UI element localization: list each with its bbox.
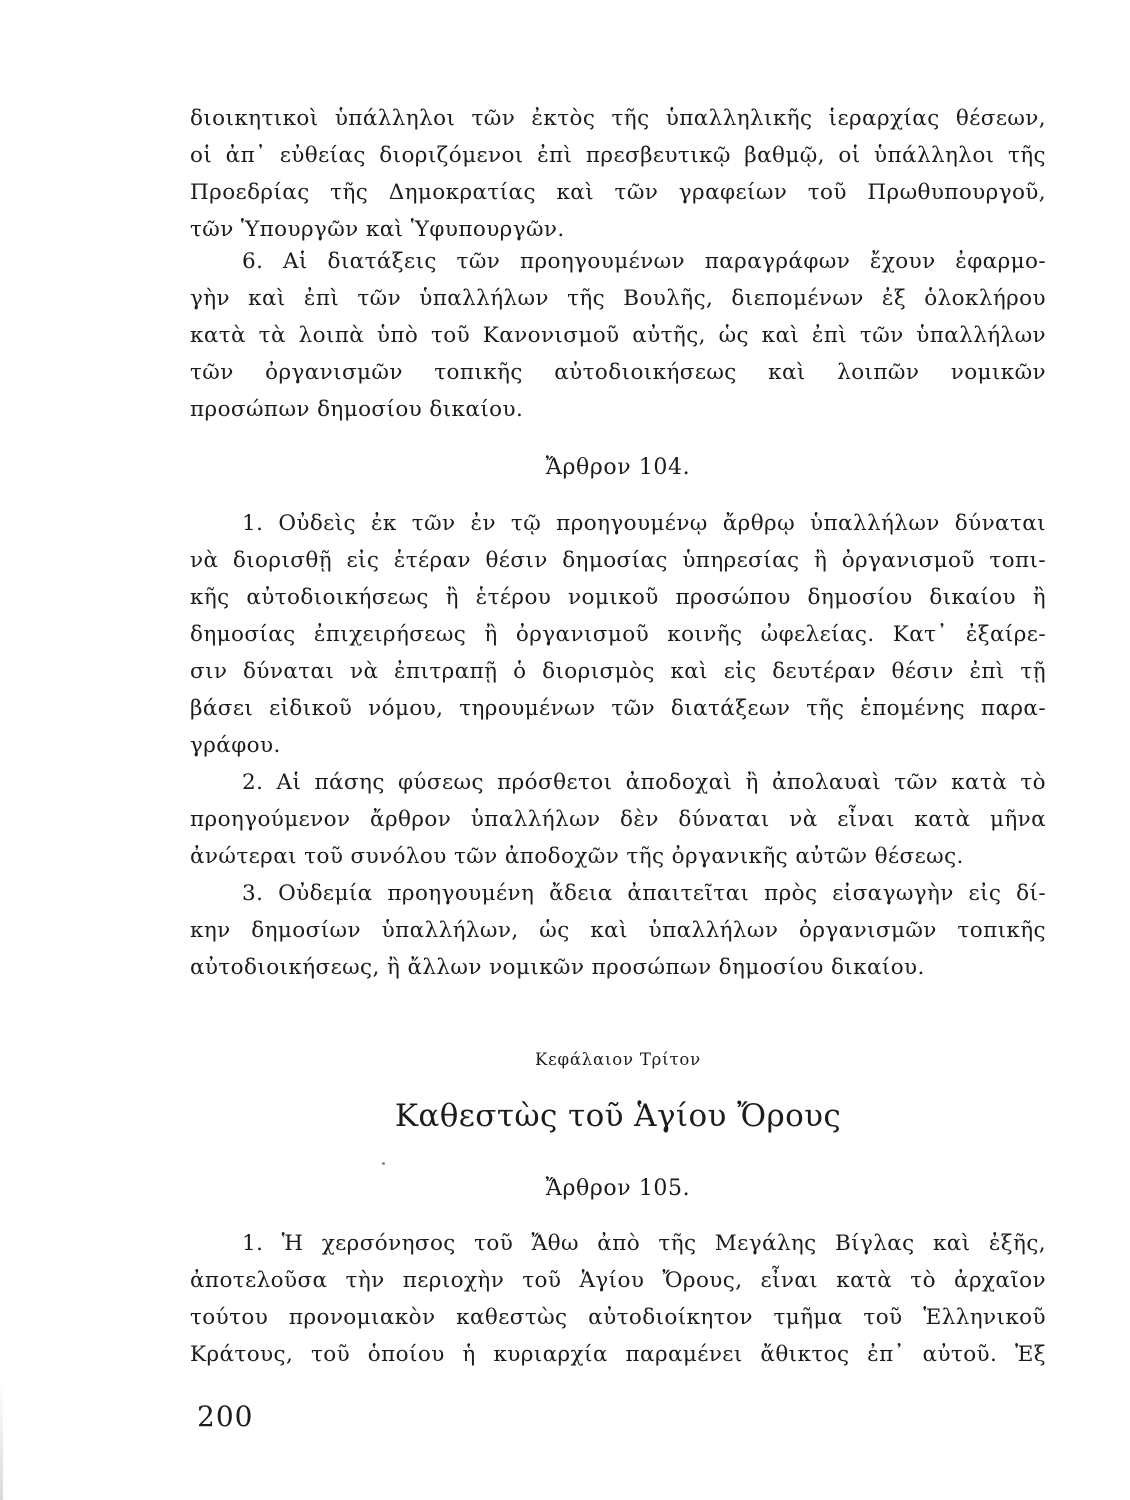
text-line: αὐτοδιοικήσεως, ἢ ἄλλων νομικῶν προσώπων δημοσίου δικαίου. — [190, 955, 925, 980]
text-line: κατὰ τὰ λοιπὰ ὑπὸ τοῦ Κανονισμοῦ αὐτῆς, ὡς καὶ ἐπὶ τῶν ὑπαλλήλων — [190, 323, 1046, 348]
text-line: δημοσίας ἐπιχειρήσεως ἢ ὀργανισμοῦ κοινῆς ὠφελείας. Κατ᾿ ἐξαίρε- — [190, 622, 1046, 647]
article-heading-text: Ἄρθρον 104. — [545, 455, 691, 480]
article-104-paragraph-1 — [190, 505, 1046, 764]
text-line: ἀνώτεραι τοῦ συνόλου τῶν ἀποδοχῶν τῆς ὀργανικῆς αὐτῶν θέσεως. — [190, 844, 964, 869]
text-line: 6. Αἱ διατάξεις τῶν προηγουμένων παραγράφων ἔχουν ἐφαρμο- — [242, 249, 1046, 274]
continuation-paragraph — [190, 100, 1046, 248]
text-line: νὰ διορισθῇ εἰς ἑτέραν θέσιν δημοσίας ὑπηρεσίας ἢ ὀργανισμοῦ τοπι- — [190, 548, 1046, 573]
page-number: 200 — [197, 1400, 254, 1433]
text-line: τῶν ὀργανισμῶν τοπικῆς αὐτοδιοικήσεως καὶ λοιπῶν νομικῶν — [190, 360, 1046, 385]
paragraph-6 — [190, 243, 1046, 428]
text-line: 1. Οὐδεὶς ἐκ τῶν ἐν τῷ προηγουμένῳ ἄρθρῳ ὑπαλλήλων δύναται — [242, 511, 1046, 536]
text-line: κῆς αὐτοδιοικήσεως ἢ ἑτέρου νομικοῦ προσώπου δημοσίου δικαίου ἢ — [190, 585, 1046, 610]
text-line: Κράτους, τοῦ ὁποίου ἡ κυριαρχία παραμένει ἄθικτος ἐπ᾿ αὐτοῦ. Ἐξ — [190, 1342, 1046, 1367]
text-line: τούτου προνομιακὸν καθεστὼς αὐτοδιοίκητον τμῆμα τοῦ Ἑλληνικοῦ — [190, 1305, 1046, 1330]
text-line: Προεδρίας τῆς Δημοκρατίας καὶ τῶν γραφείων τοῦ Πρωθυπουργοῦ, — [190, 180, 1046, 205]
text-line: γράφου. — [190, 733, 281, 758]
ink-speck — [382, 1162, 385, 1165]
text-line: βάσει εἰδικοῦ νόμου, τηρουμένων τῶν διατάξεων τῆς ἑπομένης παρα- — [190, 696, 1046, 721]
text-line: προηγούμενον ἄρθρον ὑπαλλήλων δὲν δύναται νὰ εἶναι κατὰ μῆνα — [190, 807, 1046, 832]
text-line: οἱ ἀπ᾿ εὐθείας διοριζόμενοι ἐπὶ πρεσβευτικῷ βαθμῷ, οἱ ὑπάλληλοι τῆς — [190, 143, 1046, 168]
chapter-title — [190, 1093, 1046, 1139]
article-104-heading — [190, 449, 1046, 486]
text-line: κην δημοσίων ὑπαλλήλων, ὡς καὶ ὑπαλλήλων ὀργανισμῶν τοπικῆς — [190, 918, 1046, 943]
text-line: ἀποτελοῦσα τὴν περιοχὴν τοῦ Ἁγίου Ὄρους, εἶναι κατὰ τὸ ἀρχαῖον — [190, 1268, 1046, 1293]
text-line: τῶν Ὑπουργῶν καὶ Ὑφυπουργῶν. — [190, 217, 565, 242]
text-line: γὴν καὶ ἐπὶ τῶν ὑπαλλήλων τῆς Βουλῆς, διεπομένων ἐξ ὁλοκλήρου — [190, 286, 1046, 311]
article-heading-text: Ἄρθρον 105. — [545, 1176, 691, 1201]
article-104-paragraph-3 — [190, 875, 1046, 986]
article-104-paragraph-2 — [190, 764, 1046, 875]
scan-edge-shadow — [0, 1380, 3, 1500]
text-line: 2. Αἱ πάσης φύσεως πρόσθετοι ἀποδοχαὶ ἢ ἀπολαυαὶ τῶν κατὰ τὸ — [242, 770, 1046, 795]
chapter-label — [190, 1041, 1046, 1078]
article-105-paragraph-1 — [190, 1225, 1046, 1373]
article-105-heading — [190, 1170, 1046, 1207]
chapter-title-text: Καθεστὼς τοῦ Ἁγίου Ὄρους — [394, 1098, 842, 1134]
text-line: διοικητικοὶ ὑπάλληλοι τῶν ἐκτὸς τῆς ὑπαλληλικῆς ἱεραρχίας θέσεων, — [190, 106, 1046, 131]
text-line: 3. Οὐδεμία προηγουμένη ἄδεια ἀπαιτεῖται πρὸς εἰσαγωγὴν εἰς δί- — [242, 881, 1046, 906]
text-line: σιν δύναται νὰ ἐπιτραπῇ ὁ διορισμὸς καὶ εἰς δευτέραν θέσιν ἐπὶ τῇ — [190, 659, 1046, 684]
text-line: προσώπων δημοσίου δικαίου. — [190, 397, 524, 422]
chapter-label-text: Κεφάλαιον Τρίτον — [535, 1050, 701, 1069]
text-line: 1. Ἡ χερσόνησος τοῦ Ἄθω ἀπὸ τῆς Μεγάλης Βίγλας καὶ ἐξῆς, — [242, 1231, 1046, 1256]
